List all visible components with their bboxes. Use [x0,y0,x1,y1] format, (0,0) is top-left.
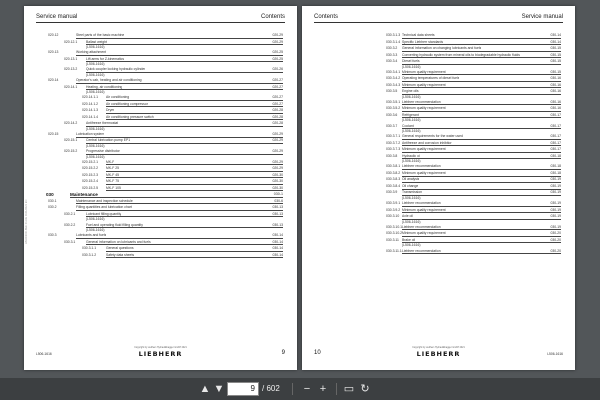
toc-number: 030.3.10 [386,214,400,219]
toc-number: 020.15.2.2 [82,166,99,171]
toc-page-ref: 030-15 [550,59,561,63]
footer-code: L506-1616 [547,352,563,356]
toc-title: Technical data sheets [402,33,435,37]
toc-number: 030.3.4 [386,59,398,63]
toc-entry[interactable] [24,252,297,259]
toc-number: 030.2 [48,205,57,210]
toc-number: 030.3.11.1 [386,248,402,253]
toc-number: 020.14.1.4 [82,114,99,119]
toc-number: 020.15.2 [64,149,78,154]
toc-title: Lift arms for Z-kinematics [86,56,125,61]
toc-page-ref: 020-27 [272,95,283,100]
toc-page-ref: 030-19 [550,190,561,195]
toc-page-ref: 030-16 [550,82,561,87]
toc-number: 030.3.5.1 [386,99,401,104]
toc-title: Filling quantities and lubrication chart [76,205,132,210]
toc-title: Central lubrication pump EP1 [86,138,131,143]
toc-title: Liebherr recommendation [402,248,441,253]
toc-title: Minimum quality requirement [402,170,446,175]
toc-number: 020.14.1.3 [82,108,99,113]
toc-page-ref: 030-17 [550,140,561,145]
toc-title: Engine oils [402,89,419,94]
previous-page-button[interactable] [198,381,212,397]
header-right: Contents [260,14,285,20]
toc-title: Maintenance [70,192,98,198]
toc-number: 030 [46,192,54,198]
toc-page-ref: 030-18 [550,164,561,169]
toc-entry[interactable] [302,248,575,255]
toc-number: 030.3.9 [386,190,398,195]
footer-copyright: Copyright by Liebherr-Hydraulikbagger GmbH 2021 [134,347,187,349]
toc-page-ref: 030-20 [550,248,561,253]
toc-page-ref: 030-14 [550,39,561,44]
toc-note-text: (L506-1616) [86,228,105,232]
toc-number: 030.3.4.1 [386,69,401,74]
toc-number: 030.3.4.2 [386,76,401,81]
plus-icon: + [319,383,327,395]
toc-page-ref: 030-17 [550,134,561,139]
toc-page-ref: 030-18 [550,170,561,175]
toc-number: 020.12.1 [64,39,78,44]
toc-number: 020.15.2.1 [82,159,99,164]
page-header [314,14,563,23]
toc-title: Working attachment [76,50,107,55]
toc-page-ref: 030-19 [550,177,561,182]
toolbar-divider [292,383,293,395]
toc-title: Fuel and operating fluid filling quantity [86,222,143,227]
toc-note-text: (L506-1616) [402,64,421,69]
toc-number: 030.3.9.1 [386,201,401,206]
toc-title: General information on changing lubricants and fuels [402,46,482,50]
rotate-button[interactable] [358,381,372,397]
toc-note-text: (L506-1616) [402,219,421,224]
toc-page-ref: 030-19 [550,201,561,206]
toc-number: 030.3.8.3 [386,177,401,182]
toc-note-text: (L506-1616) [86,217,105,222]
zoom-out-button[interactable] [300,381,314,397]
minus-icon: − [303,383,311,395]
toc-number: 030.3.4.3 [386,82,401,87]
toc-page-ref: 030-15 [550,52,561,57]
fit-page-button[interactable] [342,381,356,397]
toc-number: 030.3.10.2 [386,231,403,236]
toc-title: Diesel fuels [402,59,420,63]
toc-page-ref: 030-20 [550,231,561,236]
toc-number: 030.1 [48,198,57,203]
toc-note-text: (L506-1616) [86,62,105,67]
toc-note-text: (L506-1616) [402,118,421,123]
next-page-button[interactable] [212,381,226,397]
toc-number: 030.3.10.1 [386,224,403,229]
toc-page-ref: 020-27 [272,78,283,83]
toc-page-ref: 030-18 [550,153,561,158]
footer-code: L506-1616 [36,352,52,356]
toc-number: 030.3.7.3 [386,147,401,152]
toc-number: 020.15.2.4 [82,179,99,184]
toc-title: Minimum quality requirement [402,231,446,236]
toc-note-text: (L506-1616) [402,94,421,99]
toc-title: Steel parts of the basic machine [76,33,125,37]
toc-title: Safety data sheets [106,252,135,257]
toc-number: 020.13 [48,50,59,55]
toc-note-text: (L506-1616) [402,129,421,134]
page-number: 10 [314,350,321,356]
toc-note-text: (L506-1616) [86,126,105,131]
toc-page-ref: 030-19 [550,214,561,219]
header-left: Service manual [36,14,78,20]
toc-title: Ballast weight [86,39,107,44]
toc-number: 020.14.1 [64,84,78,89]
toc-number: 030.3.8.4 [386,183,401,188]
toc-title: Maintenance and inspection schedule [76,198,133,203]
toc-number: 020.12 [48,33,59,37]
toc-page-ref: 020-29 [272,131,283,136]
toc-number: 020.14.1.2 [82,101,99,106]
toc-number: 030.3.9.2 [386,207,401,212]
toc-number: 030.2.2 [64,222,76,227]
toc-title: Brake oil [402,237,416,242]
toc-page-ref: 030-13 [272,205,283,210]
toc-page-ref: 020-29 [272,138,283,143]
toc-page-ref: 020-27 [272,84,283,89]
toc-page-ref: 020-28 [272,121,283,126]
toc-number: 030.3.1 [64,239,76,244]
toc-page-ref: 020-29 [272,166,283,171]
toc-number: 030.3.8.2 [386,170,401,175]
header-right: Service manual [521,14,563,20]
toc-title: Minimum quality requirement [402,82,446,87]
toc-number: 030.3.2 [386,46,398,50]
toc-page-ref: 020-30 [272,179,283,184]
toc-number: 030.3.8 [386,153,398,158]
toc-page-ref: 020-28 [272,114,283,119]
toc-page-ref: 030-16 [550,106,561,111]
footer-copyright: Copyright by Liebherr-Hydraulikbagger GmbH 2021 [412,347,465,349]
toc-page-ref: 030-14 [272,252,283,257]
toc-title: Heating, air conditioning [86,84,123,89]
toc-list [24,32,297,258]
header-left: Contents [314,14,339,20]
page-footer [36,347,285,363]
page-header [36,14,285,23]
toc-title: Liebherr recommendation [402,224,441,229]
toc-title: General questions [106,246,134,251]
toc-title: Progressive distributor [86,149,120,154]
toc-page-ref: 020-29 [272,33,283,37]
toc-number: 030.3.1.4 [386,39,401,44]
toc-title: Converting hydraulic system from mineral oils to biodegradable hydraulic fluids [402,52,520,57]
toc-page-ref: 030-17 [550,123,561,128]
rotate-icon: ↻ [360,383,370,395]
toc-number: 020.15.2.5 [82,185,99,190]
toc-title: Minimum quality requirement [402,69,446,74]
toc-page-ref: 030-16 [550,99,561,104]
toc-note-text: (L506-1616) [402,195,421,200]
toc-number: 030.3.7.1 [386,134,401,139]
triangle-down-icon: ▼ [213,383,225,395]
toc-title: Oil analysis [402,177,420,182]
toc-page-ref: 020-28 [272,108,283,113]
toc-page-ref: 030-17 [550,112,561,117]
toc-page-ref: 030-16 [550,76,561,81]
toc-title: Coolant [402,123,414,128]
toc-number: 030.3.5.2 [386,106,401,111]
toc-title: Antifreeze thermostat [86,121,119,126]
toc-page-ref: 030-15 [550,46,561,50]
toc-title: MK-F 25 [106,166,119,171]
toc-title: Air conditioning compressor [106,101,148,106]
toc-title: Refrigerant [402,112,419,117]
liebherr-logo: LIEBHERR [138,350,183,358]
toc-page-ref: 020-25 [272,50,283,55]
toc-note-text: (L506-1616) [86,72,105,77]
liebherr-logo: LIEBHERR [416,350,461,358]
toc-title: General information on lubricants and fuels [86,239,151,244]
toc-title: Lubricants and fuels [76,233,107,238]
toc-title: Liebherr recommendation [402,164,441,169]
toc-title: Transmission [402,190,423,195]
toc-title: Minimum quality requirement [402,106,446,111]
toc-number: 030.3.1.2 [82,252,97,257]
toc-page-ref: 020-25 [272,56,283,61]
pdf-page-left [24,6,297,370]
toc-title: Air conditioning [106,95,130,100]
toc-page-ref: 030-19 [550,183,561,188]
toc-number: 020.15 [48,131,59,136]
toc-page-ref: 030-15 [550,69,561,74]
toc-number: 030.3.7 [386,123,398,128]
toc-title: Dryer [106,108,115,113]
toc-page-ref: 030-13 [272,211,283,216]
toc-page-ref: 030-17 [550,147,561,152]
toc-page-ref: 030-19 [550,224,561,229]
toc-number: 030.3.11 [386,237,399,242]
toc-number: 020.14.2 [64,121,78,126]
side-text: LBH/03000-Bleh 01-DE 0101/2021 EN [25,199,28,244]
toc-page-ref: 020-30 [272,172,283,177]
toc-page-ref: 030-6 [274,198,283,203]
toc-title: MK-F 45 [106,172,119,177]
toc-page-ref: 020-29 [272,149,283,154]
toc-title: Lubrication system [76,131,105,136]
toc-number: 030.3.7.2 [386,140,401,145]
toc-title: Oil change [402,183,419,188]
toc-title: Air conditioning pressure switch [106,114,154,119]
toc-number: 030.3.1.3 [386,33,401,37]
triangle-up-icon: ▲ [199,383,211,395]
toc-page-ref: 030-19 [550,207,561,212]
toc-page-ref: 030-1 [273,192,283,197]
toc-title: Operator's cab, heating and air conditioning [76,78,142,83]
toc-title: Antifreeze and corrosion inhibitor [402,140,452,145]
toc-number: 020.13.2 [64,67,78,72]
zoom-in-button[interactable] [316,381,330,397]
toc-number: 020.14 [48,78,59,83]
toc-title: MK-F [106,159,115,164]
toc-number: 020.15.1 [64,138,78,143]
toc-number: 020.14.1.1 [82,95,99,100]
toc-page-ref: 030-13 [272,222,283,227]
toc-page-ref: 020-30 [272,185,283,190]
page-number: 9 [281,350,285,356]
toc-number: 020.13.1 [64,56,78,61]
toc-title: General requirements for the water used [402,134,463,139]
toc-title: Quick coupler locking hydraulic cylinder [86,67,146,72]
toc-title: Axle oil [402,214,413,219]
page-number-input[interactable]: 9 [227,382,259,396]
toc-number: 030.3.5 [386,89,398,94]
toc-note-text: (L506-1616) [86,90,105,95]
toc-title: Lubricant filling quantity [86,211,122,216]
toc-title: Hydraulic oil [402,153,421,158]
toc-list [302,32,575,254]
toc-title: Specific Liebherr standards [402,39,444,44]
toc-page-ref: 020-27 [272,101,283,106]
toc-title: Minimum quality requirement [402,147,446,152]
toc-number: 020.15.2.3 [82,172,99,177]
toc-note-text: (L506-1616) [86,45,105,49]
pdf-page-right [302,6,575,370]
toc-title: Minimum quality requirement [402,207,446,212]
toc-title: MK-F 105 [106,185,121,190]
page-footer [314,347,563,363]
toc-page-ref: 020-26 [272,67,283,72]
toc-note-text: (L506-1616) [402,159,421,164]
toc-title: MK-F 75 [106,179,119,184]
toc-number: 030.2.1 [64,211,76,216]
toc-page-ref: 030-20 [550,237,561,242]
toc-title: Operating temperatures of diesel fuels [402,76,460,81]
toc-number: 030.3.1.1 [82,246,97,251]
toc-page-ref: 020-29 [272,159,283,164]
toc-title: Liebherr recommendation [402,201,441,206]
toc-page-ref: 030-14 [272,246,283,251]
toc-note-text: (L506-1616) [86,154,105,159]
toc-page-ref: 030-14 [272,233,283,238]
page-total: / 602 [262,384,280,393]
toolbar-divider [336,383,337,395]
toc-page-ref: 030-14 [272,239,283,244]
toc-note-text: (L506-1616) [402,243,421,248]
toc-number: 030.3.6 [386,112,398,117]
toc-title: Liebherr recommendation [402,99,441,104]
pdf-toolbar [0,378,600,400]
toc-note-text: (L506-1616) [86,143,105,148]
toc-number: 030.3.3 [386,52,398,57]
fit-page-icon: ▭ [343,383,355,395]
toc-page-ref: 030-14 [550,33,561,37]
toc-page-ref: 030-16 [550,89,561,94]
toc-number: 030.3.8.1 [386,164,401,169]
toc-page-ref: 020-29 [272,39,283,44]
toc-number: 030.3 [48,233,57,238]
